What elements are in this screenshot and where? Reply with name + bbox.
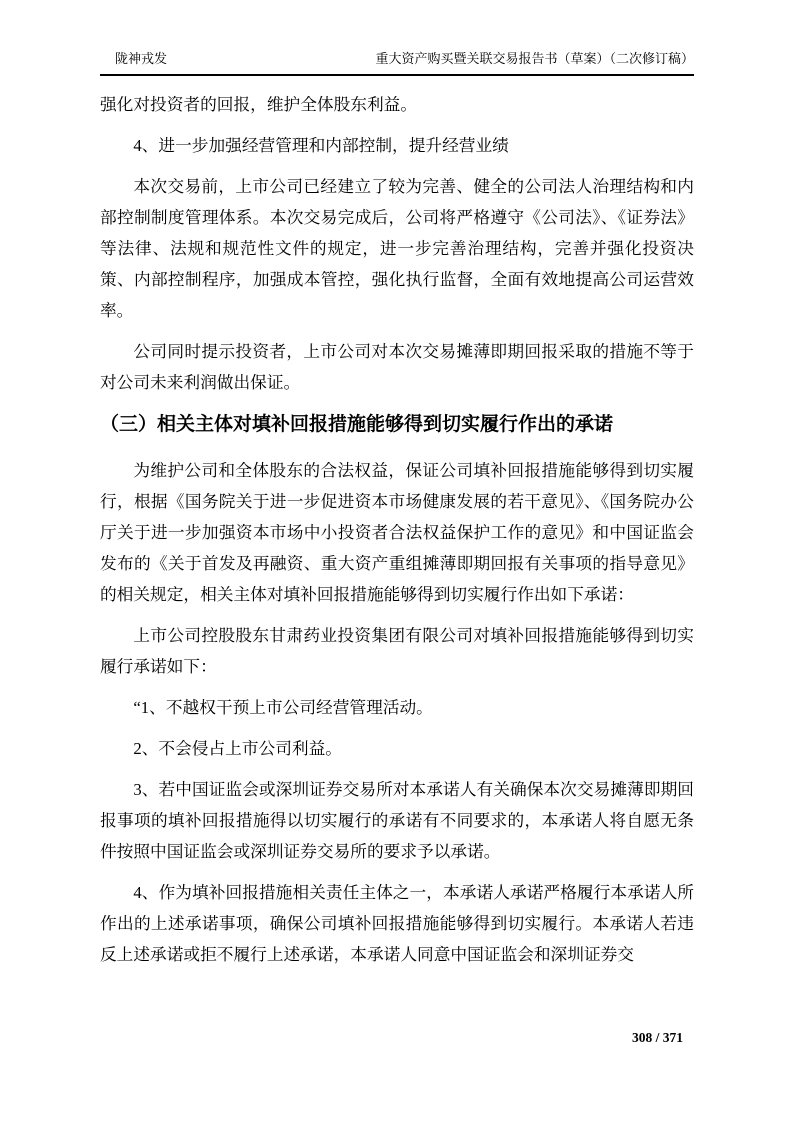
document-body xyxy=(100,89,694,980)
paragraph-legal-basis: 为维护公司和全体股东的合法权益，保证公司填补回报措施能够得到切实履行，根据《国务院关于进一步促进资本市场健康发展的若干意见》、《国务院办公厅关于进一步加强资本市场中小投资者合法权益保护工作的意见》和中国证监会发布的《关于首发及再融资、重大资产重组摊薄即期回报有关事项的指导意见》的相关规定，相关主体对填补回报措施能够得到切实履行作出如下承诺： xyxy=(100,461,694,604)
paragraph-governance: 本次交易前，上市公司已经建立了较为完善、健全的公司法人治理结构和内部控制制度管理体系。本次交易完成后，公司将严格遵守《公司法》、《证券法》等法律、法规和规范性文件的规定，进一步完善治理结构，完善并强化投资决策、内部控制程序，加强成本管控，强化执行监督，全面有效地提高公司运营效率。 xyxy=(100,177,694,320)
section-heading-3: （三）相关主体对填补回报措施能够得到切实履行作出的承诺 xyxy=(100,414,614,435)
commitment-item-1: “1、不越权干预上市公司经营管理活动。 xyxy=(133,698,433,717)
commitment-item-2: 2、不会侵占上市公司利益。 xyxy=(133,739,342,758)
header-report-title: 重大资产购买暨关联交易报告书（草案）（二次修订稿） xyxy=(375,51,694,66)
paragraph-controlling-shareholder: 上市公司控股股东甘肃药业投资集团有限公司对填补回报措施能够得到切实履行承诺如下： xyxy=(100,626,694,676)
page-header xyxy=(100,50,694,76)
paragraph-investor-notice: 公司同时提示投资者，上市公司对本次交易摊薄即期回报采取的措施不等于对公司未来利润做出保证。 xyxy=(100,342,694,392)
subsection-4-title: 4、进一步加强经营管理和内部控制，提升经营业绩 xyxy=(133,136,509,155)
header-company-short-name: 陇神戎发 xyxy=(115,51,168,66)
commitment-item-4: 4、作为填补回报措施相关责任主体之一，本承诺人承诺严格履行本承诺人所作出的上述承诺事项，确保公司填补回报措施能够得到切实履行。本承诺人若违反上述承诺或拒不履行上述承诺，本承诺人同意中国证监会和深圳证券交 xyxy=(100,883,694,964)
paragraph-continuation: 强化对投资者的回报，维护全体股东利益。 xyxy=(100,95,418,114)
page-number: 308 / 371 xyxy=(631,1030,683,1045)
commitment-item-3: 3、若中国证监会或深圳证券交易所对本承诺人有关确保本次交易摊薄即期回报事项的填补回报措施得以切实履行的承诺有不同要求的，本承诺人将自愿无条件按照中国证监会或深圳证券交易所的要求予以承诺。 xyxy=(100,780,694,861)
page-footer xyxy=(632,1029,683,1047)
